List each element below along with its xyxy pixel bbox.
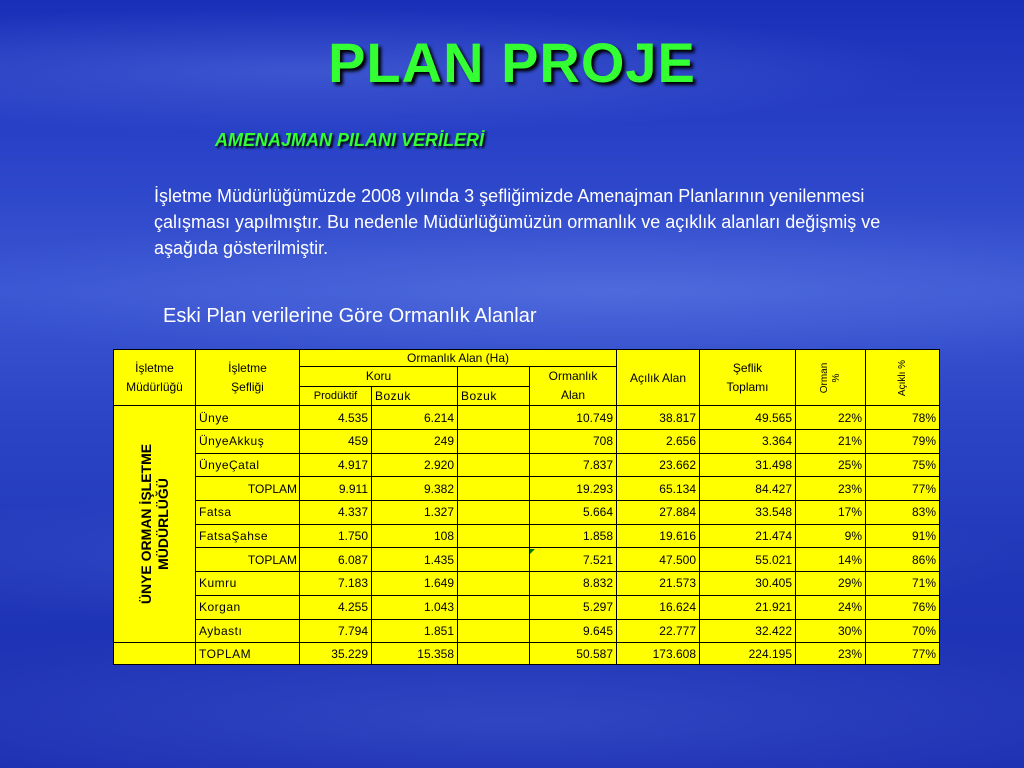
row-name: Korgan: [196, 595, 300, 619]
table-row: [114, 548, 940, 572]
table-row: [114, 619, 940, 643]
grand-total-bozuk: 15.358: [372, 643, 458, 665]
cell-toplam: 84.427: [700, 477, 796, 501]
cell-produktif: 4.337: [300, 501, 372, 525]
cell-orman-pct: 23%: [796, 477, 866, 501]
header-mudurluk: İşletme Müdürlüğü: [114, 350, 196, 406]
group-label-cell: [114, 406, 196, 643]
cell-toplam: 21.921: [700, 595, 796, 619]
cell-toplam: 30.405: [700, 572, 796, 596]
cell-orman-pct: 30%: [796, 619, 866, 643]
slide-title: PLAN PROJE: [328, 31, 696, 94]
row-name: FatsaŞahse: [196, 524, 300, 548]
cell-produktif: 7.183: [300, 572, 372, 596]
header-koru: Koru: [300, 367, 458, 387]
cell-toplam: 55.021: [700, 548, 796, 572]
grand-total-produktif: 35.229: [300, 643, 372, 665]
cell-bozuk: 1.851: [372, 619, 458, 643]
cell-bozuk2: [458, 501, 530, 525]
cell-bozuk2: [458, 477, 530, 501]
cell-toplam: 33.548: [700, 501, 796, 525]
header-bozuk: Bozuk: [372, 386, 458, 406]
header-seflik-toplami: Şeflik Toplamı: [700, 350, 796, 406]
table-row: [114, 453, 940, 477]
grand-total-ormanlik: 50.587: [530, 643, 617, 665]
cell-bozuk2: [458, 430, 530, 454]
cell-ormanlik: 5.664: [530, 501, 617, 525]
group-label: ÜNYE ORMAN İŞLETME MÜDÜRLÜĞÜ: [137, 443, 171, 605]
table-row: [114, 406, 940, 430]
cell-produktif: 4.535: [300, 406, 372, 430]
cell-orman-pct: 21%: [796, 430, 866, 454]
grand-total-bozuk2: [458, 643, 530, 665]
cell-orman-pct: 24%: [796, 595, 866, 619]
cell-orman-pct: 17%: [796, 501, 866, 525]
table-row: [114, 477, 940, 501]
cell-bozuk2: [458, 619, 530, 643]
cell-aciklik-pct: 75%: [866, 453, 940, 477]
cell-ormanlik: 9.645: [530, 619, 617, 643]
table-row: [114, 572, 940, 596]
forest-area-table: [113, 349, 940, 665]
cell-bozuk: 1.327: [372, 501, 458, 525]
cell-toplam: 49.565: [700, 406, 796, 430]
cell-aciklik-pct: 83%: [866, 501, 940, 525]
cell-aciklik: 16.624: [617, 595, 700, 619]
cell-aciklik-pct: 86%: [866, 548, 940, 572]
row-name: Kumru: [196, 572, 300, 596]
cell-aciklik: 38.817: [617, 406, 700, 430]
cell-aciklik-pct: 79%: [866, 430, 940, 454]
header-produktif: Prodüktif: [300, 386, 372, 406]
cell-orman-pct: 25%: [796, 453, 866, 477]
grand-total-aciklik-pct: 77%: [866, 643, 940, 665]
cell-bozuk: 1.649: [372, 572, 458, 596]
cell-marker-icon: [530, 549, 535, 554]
cell-bozuk: 2.920: [372, 453, 458, 477]
table-row: [114, 595, 940, 619]
cell-produktif: 7.794: [300, 619, 372, 643]
row-name: Ünye: [196, 406, 300, 430]
cell-bozuk2: [458, 453, 530, 477]
cell-bozuk: 6.214: [372, 406, 458, 430]
table-row: [114, 430, 940, 454]
cell-ormanlik: 19.293: [530, 477, 617, 501]
grand-total-label: TOPLAM: [196, 643, 300, 665]
cell-orman-pct: 29%: [796, 572, 866, 596]
cell-ormanlik: 1.858: [530, 524, 617, 548]
header-seflik: İşletme Şefliği: [196, 350, 300, 406]
cell-toplam: 31.498: [700, 453, 796, 477]
cell-produktif: 459: [300, 430, 372, 454]
cell-aciklik-pct: 71%: [866, 572, 940, 596]
table-caption: Eski Plan verilerine Göre Ormanlık Alanlar: [163, 305, 537, 327]
header-aciklik-pct: Açıklı %: [866, 350, 940, 406]
cell-bozuk2: [458, 406, 530, 430]
grand-total-toplam: 224.195: [700, 643, 796, 665]
cell-orman-pct: 9%: [796, 524, 866, 548]
cell-ormanlik: 7.521: [530, 548, 617, 572]
cell-aciklik: 65.134: [617, 477, 700, 501]
cell-ormanlik: 5.297: [530, 595, 617, 619]
cell-toplam: 21.474: [700, 524, 796, 548]
row-name: TOPLAM: [196, 548, 300, 572]
cell-aciklik-pct: 70%: [866, 619, 940, 643]
cell-orman-pct: 22%: [796, 406, 866, 430]
grand-total-aciklik: 173.608: [617, 643, 700, 665]
header-empty: [458, 367, 530, 387]
row-name: TOPLAM: [196, 477, 300, 501]
cell-ormanlik: 7.837: [530, 453, 617, 477]
header-orman-pct: Orman %: [796, 350, 866, 406]
cell-toplam: 32.422: [700, 619, 796, 643]
cell-ormanlik: 708: [530, 430, 617, 454]
row-name: Aybastı: [196, 619, 300, 643]
cell-produktif: 6.087: [300, 548, 372, 572]
cell-bozuk2: [458, 524, 530, 548]
header-ormanlik-alan: Ormanlık Alan (Ha): [300, 350, 617, 367]
cell-bozuk2: [458, 548, 530, 572]
cell-orman-pct: 14%: [796, 548, 866, 572]
row-name: ÜnyeÇatal: [196, 453, 300, 477]
grand-total-row: [114, 643, 940, 665]
cell-aciklik: 21.573: [617, 572, 700, 596]
grand-total-orman-pct: 23%: [796, 643, 866, 665]
cell-aciklik-pct: 77%: [866, 477, 940, 501]
cell-aciklik: 23.662: [617, 453, 700, 477]
cell-aciklik-pct: 91%: [866, 524, 940, 548]
cell-ormanlik: 8.832: [530, 572, 617, 596]
cell-aciklik: 2.656: [617, 430, 700, 454]
cell-bozuk: 1.435: [372, 548, 458, 572]
cell-produktif: 1.750: [300, 524, 372, 548]
header-bozuk-2: Bozuk: [458, 386, 530, 406]
cell-bozuk: 108: [372, 524, 458, 548]
slide-subtitle: AMENAJMAN PILANI VERİLERİ: [215, 130, 485, 150]
cell-bozuk: 249: [372, 430, 458, 454]
cell-aciklik-pct: 78%: [866, 406, 940, 430]
cell-aciklik: 27.884: [617, 501, 700, 525]
cell-bozuk: 1.043: [372, 595, 458, 619]
cell-produktif: 9.911: [300, 477, 372, 501]
grand-total-blank: [114, 643, 196, 665]
header-aciklik-alan: Açılık Alan: [617, 350, 700, 406]
cell-produktif: 4.917: [300, 453, 372, 477]
cell-produktif: 4.255: [300, 595, 372, 619]
cell-aciklik: 22.777: [617, 619, 700, 643]
cell-bozuk2: [458, 595, 530, 619]
row-name: ÜnyeAkkuş: [196, 430, 300, 454]
cell-toplam: 3.364: [700, 430, 796, 454]
cell-aciklik: 19.616: [617, 524, 700, 548]
cell-aciklik-pct: 76%: [866, 595, 940, 619]
table-row: [114, 524, 940, 548]
cell-ormanlik: 10.749: [530, 406, 617, 430]
intro-paragraph: İşletme Müdürlüğümüzde 2008 yılında 3 şefliğimizde Amenajman Planlarının yenilenmesi çalışması yapılmıştır. Bu nedenle Müdürlüğümüzün ormanlık ve açıklık alanları değişmiş ve aşağıda gösterilmiştir.: [154, 186, 881, 258]
cell-bozuk2: [458, 572, 530, 596]
row-name: Fatsa: [196, 501, 300, 525]
cell-bozuk: 9.382: [372, 477, 458, 501]
table-row: [114, 501, 940, 525]
cell-aciklik: 47.500: [617, 548, 700, 572]
header-ormanlik-alan-total: Ormanlık Alan: [530, 367, 617, 406]
